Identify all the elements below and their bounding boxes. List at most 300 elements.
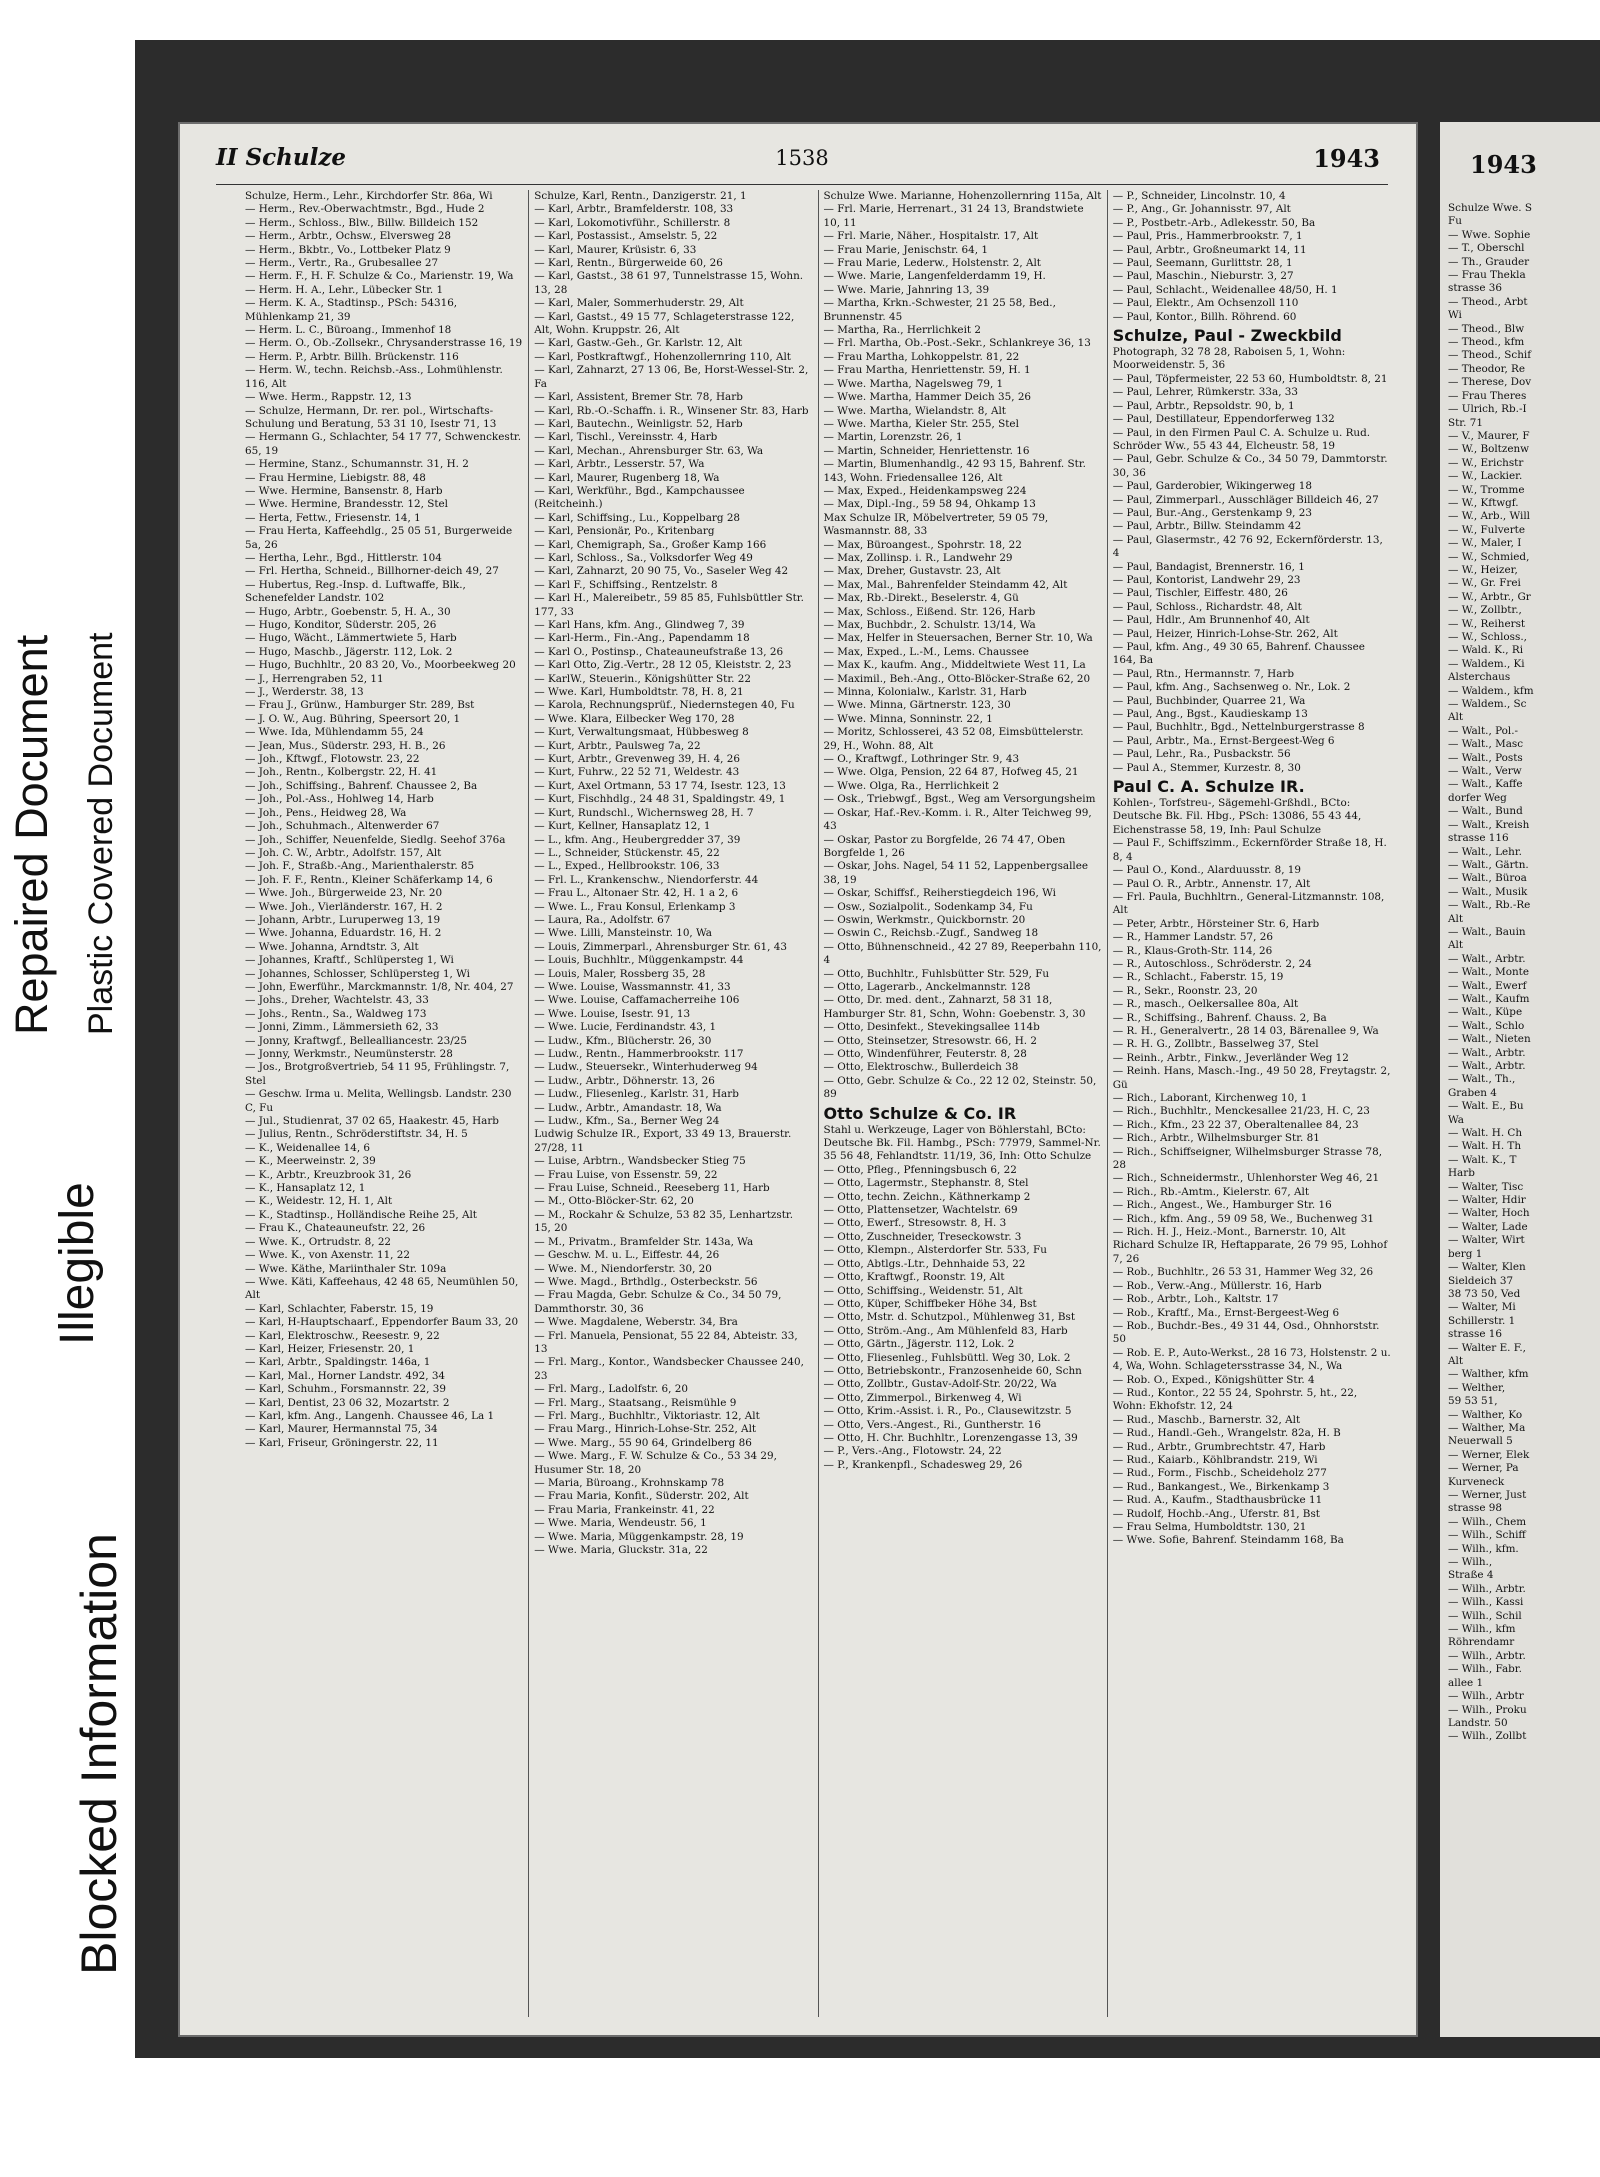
- directory-entry: — Oswin, Werkmstr., Quickbornstr. 20: [823, 913, 1026, 926]
- directory-entry: — Wwe. Marg., F. W. Schulze & Co., 53 34 29, Husumer Str. 18, 20: [534, 1450, 777, 1476]
- directory-entry: — Otto, Lagerarb., Anckelmannstr. 128: [823, 980, 1031, 993]
- directory-entry: — Paul, Arbtr., Billw. Steindamm 42: [1112, 520, 1302, 533]
- directory-entry: — Frl. Marg., Kontor., Wandsbecker Chaussee 240, 23: [534, 1356, 804, 1382]
- directory-entry: — Paul, kfm. Ang., 49 30 65, Bahrenf. Chaussee 164, Ba: [1112, 641, 1365, 667]
- directory-entry: — Rich., Angest., We., Hamburger Str. 16: [1112, 1199, 1332, 1212]
- directory-entry: — Paul, in den Firmen Paul C. A. Schulze u. Rud. Schröder Ww., 55 43 44, Elcheustr. 58, 19: [1112, 426, 1371, 452]
- directory-entry: — Rud., Maschb., Barnerstr. 32, Alt: [1112, 1413, 1301, 1426]
- facing-page-entry: — Walther, kfm: [1448, 1368, 1529, 1381]
- directory-entry: — Frau Marg., Hinrich-Lohse-Str. 252, Alt: [534, 1423, 757, 1436]
- directory-entry: — Johannes, Kraftf., Schlüpersteg 1, Wi: [245, 954, 454, 967]
- directory-entry: — Frau Martha, Lohkoppelstr. 81, 22: [823, 350, 1020, 363]
- directory-entry: — Karl, kfm. Ang., Langenh. Chaussee 46, La 1: [245, 1409, 495, 1422]
- directory-entry: — Rud., Kontor., 22 55 24, Spohrstr. 5, ht., 22, Wohn: Ekhofstr. 12, 24: [1112, 1386, 1358, 1413]
- facing-page-entry: allee 1: [1448, 1676, 1484, 1689]
- directory-entry: — Max, Schloss., Eißend. Str. 126, Harb: [823, 605, 1036, 618]
- directory-entry: — Joh., Kftwgf., Flotowstr. 23, 22: [245, 753, 420, 766]
- directory-entry: — Wwe. Marg., 55 90 64, Grindelberg 86: [534, 1436, 752, 1449]
- directory-entry: — Ludw., Steuersekr., Winterhuderweg 94: [534, 1061, 758, 1074]
- directory-entry: — Joh., Schiffer, Neuenfelde, Siedlg. Seehof 376a: [245, 833, 506, 846]
- directory-entry: — Paul O., Kond., Alarduusstr. 8, 19: [1112, 864, 1302, 877]
- directory-entry: — Paul, Gebr. Schulze & Co., 34 50 79, Dammtorstr. 30, 36: [1112, 453, 1388, 479]
- directory-entry: — Louis, Buchhltr., Müggenkampstr. 44: [534, 954, 744, 967]
- directory-entry: — Wwe. Louise, Wassmannstr. 41, 33: [534, 980, 731, 993]
- directory-entry: Schulze, Paul - Zweckbild: [1112, 326, 1342, 346]
- directory-entry: — Karl F., Schiffsing., Rentzelstr. 8: [534, 578, 718, 591]
- label-plastic-covered-document: Plastic Covered Document: [82, 632, 120, 1035]
- page-number: 1538: [775, 146, 829, 170]
- directory-entry: — Frl. Hertha, Schneid., Billhorner-deich 49, 27: [245, 565, 499, 578]
- directory-entry: — Rich., Laborant, Kirchenweg 10, 1: [1112, 1092, 1308, 1104]
- directory-entry: — R., masch., Oelkersallee 80a, Alt: [1112, 998, 1299, 1011]
- directory-entry: — Wwe. Louise, Isestr. 91, 13: [534, 1007, 691, 1020]
- directory-entry: — Wwe. Marie, Langenfelderdamm 19, H.: [823, 270, 1046, 283]
- directory-entry: — Paul, Seemann, Gurlittstr. 28, 1: [1112, 257, 1293, 270]
- facing-page-entry: — Werner, Pa: [1448, 1462, 1519, 1475]
- directory-entry: — Paul F., Schiffszimm., Eckernförder Straße 18, H. 8, 4: [1112, 837, 1387, 863]
- facing-page-entry: — Walt., Pol.-: [1448, 724, 1519, 737]
- directory-entry: — Wwe. Hermine, Brandesstr. 12, Stel: [245, 498, 448, 511]
- directory-entry: — Kurt, Axel Ortmann, 53 17 74, Isestr. 123, 13: [534, 779, 786, 792]
- directory-entry: — Wwe. Marie, Jahnring 13, 39: [823, 283, 990, 296]
- facing-page-entry: — T., Oberschl: [1448, 242, 1525, 255]
- directory-entry: — Wwe. Olga, Pension, 22 64 87, Hofweg 45, 21: [823, 766, 1079, 779]
- facing-page-entry: — Walt., Lehr.: [1448, 845, 1522, 858]
- facing-page-entry: Str. 71: [1448, 416, 1483, 429]
- directory-entry: — Wwe. Minna, Sonninstr. 22, 1: [823, 712, 993, 725]
- directory-entry: — Kurt, Fischhdlg., 24 48 31, Spaldingstr. 49, 1: [534, 793, 786, 806]
- facing-page-entry: — Walt., Bauin: [1448, 925, 1526, 938]
- directory-entry: — Rich., Schneidermstr., Uhlenhorster Weg 46, 21: [1112, 1172, 1380, 1185]
- directory-entry: — Frl. Marg., Ladolfstr. 6, 20: [534, 1383, 688, 1396]
- page-header: [216, 144, 1388, 185]
- directory-entry: — Frau J., Grünw., Hamburger Str. 289, Bst: [245, 699, 475, 712]
- facing-page-entry: — Welther,: [1448, 1381, 1506, 1394]
- directory-entry: — Louis, Maler, Rossberg 35, 28: [534, 967, 706, 980]
- directory-entry: — Frl. L., Krankenschw., Niendorferstr. 44: [534, 873, 759, 886]
- facing-page-entry: — Werner, Elek: [1448, 1448, 1530, 1461]
- directory-entry: — Paul, Ang., Bgst., Kaudieskamp 13: [1112, 708, 1308, 721]
- directory-entry: Kohlen-, Torfstreu-, Sägemehl-Grßhdl., BCto: Deutsche Bk. Fil. Hbg., PSch: 13086, 55 43 44, Eichenstrasse 58, 19, Inh: Paul Schulze: [1112, 797, 1362, 836]
- directory-entry: — Rich., Kfm., 23 22 37, Oberaltenallee 84, 23: [1112, 1118, 1359, 1131]
- facing-page-entry: — Walter, Hdir: [1448, 1194, 1526, 1207]
- facing-page-entry: berg 1: [1448, 1247, 1483, 1260]
- directory-entry: — Paul, Heizer, Hinrich-Lohse-Str. 262, Alt: [1112, 627, 1338, 640]
- directory-entry: — Karl, Lokomotivführ., Schillerstr. 8: [534, 216, 731, 229]
- directory-entry: — Wwe. Käthe, Mariinthaler Str. 109a: [245, 1262, 447, 1275]
- directory-entry: — Martha, Ra., Herrlichkeit 2: [823, 324, 981, 337]
- directory-entry: — Otto, Dr. med. dent., Zahnarzt, 58 31 18, Hamburger Str. 81, Schn, Wohn: Goebenstr. 3, 30: [823, 994, 1086, 1020]
- facing-page-entry: — W., Erichstr: [1448, 456, 1524, 469]
- directory-entry: — Paul, Elektr., Am Ochsenzoll 110: [1112, 297, 1299, 310]
- directory-entry: — Wwe. Hermine, Bansenstr. 8, Harb: [245, 484, 443, 497]
- directory-entry: — Osk., Triebwgf., Bgst., Weg am Versorgungsheim: [823, 793, 1096, 806]
- directory-entry: — Rud., Kaiarb., Köhlbrandstr. 219, Wi: [1112, 1453, 1318, 1466]
- directory-entry: — Paul, Zimmerparl., Ausschläger Billdeich 46, 27: [1112, 493, 1379, 506]
- directory-entry: — Paul, kfm. Ang., Sachsenweg o. Nr., Lok. 2: [1112, 681, 1351, 694]
- directory-entry: — K., Weidestr. 12, H. 1, Alt: [245, 1195, 393, 1208]
- facing-page-entry: Graben 4: [1448, 1086, 1497, 1099]
- directory-entry: — Otto, Windenführer, Feuterstr. 8, 28: [823, 1048, 1027, 1060]
- directory-entry: — Frau K., Chateauneufstr. 22, 26: [245, 1222, 426, 1235]
- directory-entry: — Ludw., Arbtr., Amandastr. 18, Wa: [534, 1101, 722, 1114]
- directory-entry: — Moritz, Schlosserei, 43 52 08, Eimsbüttelerstr. 29, H., Wohn. 88, Alt: [823, 726, 1084, 752]
- directory-entry: — Rich., Schiffseigner, Wilhelmsburger Strasse 78, 28: [1112, 1145, 1383, 1172]
- directory-entry: — Paul, Rtn., Hermannstr. 7, Harb: [1112, 667, 1295, 680]
- directory-entry: — P., Vers.-Ang., Flotowstr. 24, 22: [823, 1445, 1002, 1458]
- facing-page-entry: Harb: [1448, 1167, 1475, 1180]
- facing-page-entry: — Wilh., Fabr.: [1448, 1663, 1522, 1676]
- facing-page-entry: Fu: [1448, 215, 1462, 228]
- directory-entry: — Wwe. Käti, Kaffeehaus, 42 48 65, Neumühlen 50, Alt: [245, 1275, 519, 1302]
- facing-page-entry: — Wilh., Zollbt: [1448, 1730, 1527, 1743]
- directory-entry: — P., Schneider, Lincolnstr. 10, 4: [1112, 190, 1286, 202]
- facing-page-entry: — Waldem., Sc: [1448, 698, 1527, 711]
- directory-column-1: [240, 190, 528, 2017]
- directory-entry: — Frl. Marie, Näher., Hospitalstr. 17, Alt: [823, 230, 1039, 243]
- directory-entry: — P., Ang., Gr. Johannisstr. 97, Alt: [1112, 203, 1291, 216]
- directory-entry: — Herm., Rev.-Oberwachtmstr., Bgd., Hude 2: [245, 203, 485, 216]
- directory-entry: — Paul, Bandagist, Brennerstr. 16, 1: [1112, 560, 1305, 573]
- facing-page-entry: — Walter, Hoch: [1448, 1207, 1530, 1220]
- directory-entry: — K., Arbtr., Kreuzbrook 31, 26: [245, 1168, 412, 1181]
- directory-entry: — KarlW., Steuerin., Königshütter Str. 22: [534, 672, 751, 685]
- directory-entry: — Geschw. M. u. L., Eiffestr. 44, 26: [534, 1249, 720, 1262]
- directory-entry: — Otto, Buchhltr., Fuhlsbütter Str. 529, Fu: [823, 967, 1050, 980]
- directory-entry: — Martha, Krkn.-Schwester, 21 25 58, Bed., Brunnenstr. 45: [823, 297, 1056, 323]
- facing-page-entry: Schulze Wwe. S: [1448, 202, 1533, 214]
- directory-entry: — Wwe. M., Niendorferstr. 30, 20: [534, 1262, 712, 1275]
- facing-page-column: [1448, 202, 1598, 1744]
- directory-entry: — Max, Dreher, Gustavstr. 23, Alt: [823, 565, 1001, 578]
- directory-column-2: [528, 190, 817, 2017]
- directory-entry: — Geschw. Irma u. Melita, Wellingsb. Landstr. 230 C, Fu: [245, 1088, 512, 1114]
- directory-entry: Schulze Wwe. Marianne, Hohenzollernring 115a, Alt: [823, 190, 1102, 202]
- facing-page-entry: — Werner, Just: [1448, 1489, 1527, 1501]
- facing-page-entry: strasse 16: [1448, 1328, 1503, 1341]
- directory-entry: Schulze, Karl, Rentn., Danzigerstr. 21, 1: [534, 190, 747, 202]
- facing-page-entry: — Wilh., Arbtr: [1448, 1690, 1524, 1703]
- facing-page-entry: Röhrendamr: [1448, 1636, 1515, 1649]
- facing-page-entry: Alt: [1448, 912, 1464, 925]
- directory-entry: — Wwe. L., Frau Konsul, Erlenkamp 3: [534, 900, 736, 913]
- directory-entry: — Rud. A., Kaufm., Stadthausbrücke 11: [1112, 1494, 1323, 1507]
- directory-entry: — Herm. K. A., Stadtinsp., PSch: 54316, Mühlenkamp 21, 39: [245, 297, 458, 323]
- facing-page-entry: — Walt., Arbtr.: [1448, 1046, 1526, 1059]
- directory-entry: — Joh., Rentn., Kolbergstr. 22, H. 41: [245, 766, 438, 779]
- directory-entry: — Wwe. Joh., Bürgerweide 23, Nr. 20: [245, 887, 443, 900]
- facing-page-entry: — Walt., Kaufm: [1448, 992, 1530, 1005]
- directory-entry: — R., Schlacht., Faberstr. 15, 19: [1112, 971, 1284, 984]
- facing-page-entry: — W., Arbtr., Gr: [1448, 590, 1531, 603]
- directory-entry: — Frau Hermine, Liebigstr. 88, 48: [245, 471, 426, 484]
- directory-entry: — Otto, Vers.-Angest., Ri., Guntherstr. 16: [823, 1418, 1042, 1431]
- directory-entry: — Kurt, Arbtr., Paulsweg 7a, 22: [534, 739, 701, 752]
- directory-entry: — Karl, Zahnarzt, 20 90 75, Vo., Saseler Weg 42: [534, 565, 789, 578]
- directory-entry: — Paul, Buchhltr., Bgd., Nettelnburgerstrasse 8: [1112, 721, 1365, 734]
- directory-entry: — Karl, Mechan., Ahrensburger Str. 63, Wa: [534, 444, 764, 457]
- directory-entry: — Johann, Arbtr., Luruperweg 13, 19: [245, 913, 441, 926]
- directory-entry: — Otto, Plattensetzer, Wachtelstr. 69: [823, 1204, 1018, 1217]
- directory-entry: — Paul, Glasermstr., 42 76 92, Eckernförderstr. 13, 4: [1112, 533, 1383, 560]
- directory-entry: — Hubertus, Reg.-Insp. d. Luftwaffe, Blk., Schenefelder Landstr. 102: [245, 578, 466, 605]
- facing-page-entry: Schillerstr. 1: [1448, 1314, 1516, 1327]
- directory-entry: — Paul, Lehrer, Rümkerstr. 33a, 33: [1112, 386, 1299, 399]
- facing-page-year: 1943: [1470, 150, 1537, 179]
- directory-entry: — K., Meerweinstr. 2, 39: [245, 1155, 376, 1168]
- directory-entry: — L., kfm. Ang., Heubergredder 37, 39: [534, 833, 741, 846]
- directory-entry: — Otto, techn. Zeichn., Käthnerkamp 2: [823, 1190, 1031, 1203]
- directory-entry: Schulze, Herm., Lehr., Kirchdorfer Str. 86a, Wi: [245, 190, 493, 202]
- directory-entry: — Frl. Marg., Staatsang., Reismühle 9: [534, 1396, 737, 1409]
- directory-entry: — Rob., Arbtr., Loh., Kaltstr. 17: [1112, 1293, 1279, 1306]
- directory-entry: — Frau Marie, Jenischstr. 64, 1: [823, 243, 988, 256]
- facing-page-entry: — Walt., Kreish: [1448, 818, 1530, 831]
- directory-entry: — Rob., Verw.-Ang., Müllerstr. 16, Harb: [1112, 1279, 1322, 1292]
- directory-entry: — Schulze, Hermann, Dr. rer. pol., Wirtschafts-Schulung und Beratung, 53 31 10, Isestr 71, 13: [245, 404, 497, 430]
- directory-entry: — Joh., Pens., Heidweg 28, Wa: [245, 806, 407, 819]
- directory-entry: — Frau L., Altonaer Str. 42, H. 1 a 2, 6: [534, 887, 739, 900]
- directory-entry: — Oskar, Haf.-Rev.-Komm. i. R., Alter Teichweg 99, 43: [823, 806, 1092, 833]
- directory-entry: — Karl, Elektroschw., Reesestr. 9, 22: [245, 1329, 440, 1342]
- directory-entry: — Wwe. Minna, Gärtnerstr. 123, 30: [823, 699, 1011, 712]
- directory-entry: — Hugo, Maschb., Jägerstr. 112, Lok. 2: [245, 645, 453, 658]
- directory-entry: — Karl, Tischl., Vereinsstr. 4, Harb: [534, 431, 718, 444]
- facing-page-entry: — Walt., Rb.-Re: [1448, 899, 1531, 912]
- directory-entry: — Hertha, Lehr., Bgd., Hittlerstr. 104: [245, 551, 442, 564]
- directory-entry: — Paul, Arbtr., Repsoldstr. 90, b, 1: [1112, 399, 1295, 412]
- directory-entry: — Jean, Mus., Süderstr. 293, H. B., 26: [245, 739, 446, 752]
- directory-entry: — Louis, Zimmerparl., Ahrensburger Str. 61, 43: [534, 940, 787, 953]
- facing-page-entry: Kurveneck: [1448, 1475, 1505, 1488]
- directory-entry: — Martin, Blumenhandlg., 42 93 15, Bahrenf. Str. 143, Wohn. Friedensallee 126, Alt: [823, 458, 1086, 484]
- directory-entry: — Kurt, Arbtr., Grevenweg 39, H. 4, 26: [534, 753, 741, 766]
- directory-entry: — Otto, Zuschneider, Treseckowstr. 3: [823, 1230, 1022, 1243]
- directory-entry: Ludwig Schulze IR., Export, 33 49 13, Brauerstr. 27/28, 11: [534, 1128, 792, 1154]
- facing-page-entry: — Waldem., kfm: [1448, 684, 1534, 697]
- directory-entry: — Otto, Steinsetzer, Stresowstr. 66, H. 2: [823, 1034, 1038, 1047]
- facing-page-entry: Alsterchaus: [1448, 671, 1511, 684]
- directory-entry: — John, Ewerführ., Marckmannstr. 1/8, Nr. 404, 27: [245, 980, 514, 993]
- directory-entry: — Otto, Abtlgs.-Ltr., Dehnhaide 53, 22: [823, 1257, 1026, 1270]
- directory-entry: — Paul, Hdlr., Am Brunnenhof 40, Alt: [1112, 614, 1310, 627]
- facing-page-entry: — V., Maurer, F: [1448, 429, 1530, 442]
- directory-entry: — Hugo, Buchhltr., 20 83 20, Vo., Moorbeekweg 20: [245, 659, 516, 672]
- facing-page-entry: — Walt., Masc: [1448, 738, 1524, 751]
- directory-entry: — Karl, Chemigraph, Sa., Großer Kamp 166: [534, 538, 767, 551]
- directory-entry: — Herm. P., Arbtr. Billh. Brückenstr. 116: [245, 350, 459, 363]
- directory-entry: — Herm. W., techn. Reichsb.-Ass., Lohmühlenstr. 116, Alt: [245, 364, 503, 390]
- facing-page-entry: — Walt., Nieten: [1448, 1033, 1531, 1046]
- facing-page-entry: — Walt., Büroa: [1448, 872, 1527, 885]
- directory-entry: — Frau Maria, Frankeinstr. 41, 22: [534, 1503, 715, 1516]
- directory-entry: — Karl, Gastw.-Geh., Gr. Karlstr. 12, Alt: [534, 337, 743, 350]
- directory-entry: — Hugo, Wächt., Lämmertwiete 5, Harb: [245, 632, 457, 645]
- directory-entry: — Rud., Bankangest., We., Birkenkamp 3: [1112, 1480, 1330, 1493]
- directory-entry: — Kurt, Verwaltungsmaat, Hübbesweg 8: [534, 726, 749, 739]
- facing-page-entry: — Walter, Klen: [1448, 1261, 1526, 1274]
- directory-entry: — Ludw., Kfm., Blücherstr. 26, 30: [534, 1034, 712, 1047]
- directory-entry: — Otto, Betriebskontr., Franzosenheide 60, Schn: [823, 1364, 1082, 1377]
- directory-entry: — Max, Exped., L.-M., Lems. Chaussee: [823, 645, 1029, 658]
- directory-entry: — Frl. Martha, Ob.-Post.-Sekr., Schlankreye 36, 13: [823, 337, 1091, 350]
- directory-entry: — Kurt, Kellner, Hansaplatz 12, 1: [534, 820, 711, 833]
- running-head: II Schulze: [216, 144, 347, 171]
- page-year: 1943: [1313, 144, 1380, 173]
- facing-page-entry: — W., Reiherst: [1448, 617, 1526, 630]
- facing-page-entry: — W., Tromme: [1448, 483, 1525, 496]
- facing-page-entry: — Wilh.,: [1448, 1556, 1493, 1569]
- directory-entry: — Karl, H-Hauptschaarf., Eppendorfer Baum 33, 20: [245, 1316, 519, 1329]
- directory-entry: — Karl, Zahnarzt, 27 13 06, Be, Horst-Wessel-Str. 2, Fa: [534, 364, 809, 390]
- facing-page-entry: — W., Schloss.,: [1448, 631, 1527, 643]
- directory-entry: — Frau Selma, Humboldtstr. 130, 21: [1112, 1521, 1307, 1533]
- directory-entry: — Karl, Arbtr., Bramfelderstr. 108, 33: [534, 203, 734, 216]
- directory-entry: — R. H., Generalvertr., 28 14 03, Bärenallee 9, Wa: [1112, 1024, 1379, 1037]
- directory-page: [178, 122, 1418, 2037]
- directory-entry: — Otto, Gebr. Schulze & Co., 22 12 02, Steinstr. 50, 89: [823, 1074, 1097, 1101]
- directory-entry: — Oskar, Pastor zu Borgfelde, 26 74 47, Oben Borgfelde 1, 26: [823, 833, 1066, 859]
- facing-page-entry: — Th., Grauder: [1448, 255, 1530, 268]
- facing-page-entry: — Walther, Ko: [1448, 1408, 1523, 1421]
- directory-entry: — Frau Luise, von Essenstr. 59, 22: [534, 1168, 718, 1181]
- directory-entry: — Jul., Studienrat, 37 02 65, Haakestr. 45, Harb: [245, 1115, 499, 1128]
- facing-page-entry: — W., Schmied,: [1448, 550, 1530, 563]
- directory-entry: — R., Sekr., Roonstr. 23, 20: [1112, 984, 1258, 997]
- directory-entry: — Rud., Form., Fischb., Scheideholz 277: [1112, 1467, 1327, 1480]
- facing-page-entry: — Walt., Schlo: [1448, 1019, 1525, 1032]
- directory-entry: — Rud., Handl.-Geh., Wrangelstr. 82a, H. B: [1112, 1427, 1341, 1440]
- directory-entry: — Wwe. K., Ortrudstr. 8, 22: [245, 1235, 392, 1248]
- facing-page-entry: — Wilh., kfm.: [1448, 1542, 1519, 1555]
- directory-entry: — Otto, Fliesenleg., Fuhlsbüttl. Weg 30, Lok. 2: [823, 1351, 1071, 1364]
- directory-entry: — Herm., Arbtr., Ochsw., Elversweg 28: [245, 230, 452, 243]
- directory-entry: — Otto, Lagermstr., Stephanstr. 8, Stel: [823, 1177, 1029, 1190]
- facing-page-entry: Landstr. 50: [1448, 1716, 1508, 1729]
- directory-entry: — Karl, Schlachter, Faberstr. 15, 19: [245, 1302, 434, 1315]
- directory-entry: — Karl, Rentn., Bürgerweide 60, 26: [534, 257, 723, 270]
- facing-page-entry: — Walt., Küpe: [1448, 1006, 1523, 1019]
- directory-entry: — Hermine, Stanz., Schumannstr. 31, H. 2: [245, 458, 469, 471]
- directory-entry: — Paul, Töpfermeister, 22 53 60, Humboldtstr. 8, 21: [1112, 372, 1388, 385]
- facing-page-entry: Wa: [1448, 1113, 1464, 1126]
- directory-entry: — Max, Helfer in Steuersachen, Berner Str. 10, Wa: [823, 632, 1093, 645]
- directory-entry: — Rud., Arbtr., Grumbrechtstr. 47, Harb: [1112, 1440, 1326, 1453]
- directory-entry: — Paul, Pris., Hammerbrookstr. 7, 1: [1112, 230, 1303, 243]
- directory-entry: — Wwe. Olga, Ra., Herrlichkeit 2: [823, 779, 1000, 792]
- directory-entry: — M., Rockahr & Schulze, 53 82 35, Lenhartzstr. 15, 20: [534, 1208, 794, 1235]
- directory-entry: — J. O. W., Aug. Bühring, Speersort 20, 1: [245, 712, 461, 725]
- label-blocked-information: Blocked Information: [71, 1533, 127, 1975]
- directory-entry: — Paul, Maschin., Nieburstr. 3, 27: [1112, 270, 1294, 283]
- directory-entry: — Luise, Arbtrn., Wandsbecker Stieg 75: [534, 1155, 746, 1168]
- directory-entry: — Wwe. Martha, Wielandstr. 8, Alt: [823, 404, 1006, 417]
- directory-entry: — Paul A., Stemmer, Kurzestr. 8, 30: [1112, 761, 1301, 774]
- facing-page-entry: — Wilh., Schil: [1448, 1609, 1522, 1622]
- directory-entry: — R., Hammer Landstr. 57, 26: [1112, 931, 1273, 944]
- directory-entry: — Karl, Dentist, 23 06 32, Mozartstr. 2: [245, 1396, 450, 1409]
- facing-page-entry: — W., Boltzenw: [1448, 443, 1530, 456]
- directory-entry: — R. H. G., Zollbtr., Basselweg 37, Stel: [1112, 1038, 1319, 1051]
- directory-entry: — Karl, Schiffsing., Lu., Koppelbarg 28: [534, 511, 741, 524]
- directory-entry: — Wwe. Maria, Müggenkampstr. 28, 19: [534, 1530, 744, 1543]
- directory-entry: — M., Privatm., Bramfelder Str. 143a, Wa: [534, 1235, 754, 1248]
- facing-page-entry: Alt: [1448, 939, 1464, 952]
- facing-page-entry: Straße 4: [1448, 1569, 1494, 1582]
- directory-entry: — Max, Büroangest., Spohrstr. 18, 22: [823, 538, 1022, 551]
- facing-page-entry: strasse 98: [1448, 1502, 1503, 1515]
- directory-entry: — Joh. C. W., Arbtr., Adolfstr. 157, Alt: [245, 846, 442, 859]
- directory-entry: — Herm., Vertr., Ra., Grubesallee 27: [245, 257, 439, 270]
- directory-entry: — O., Kraftwgf., Lothringer Str. 9, 43: [823, 753, 1020, 766]
- directory-entry: — Herta, Fettw., Friesenstr. 14, 1: [245, 511, 421, 524]
- directory-entry: — K., Hansaplatz 12, 1: [245, 1182, 366, 1195]
- facing-page-entry: — W., Fulverte: [1448, 523, 1525, 536]
- facing-page-entry: — Wilh., Schiff: [1448, 1529, 1526, 1542]
- directory-entry: — L., Exped., Hellbrookstr. 106, 33: [534, 860, 720, 873]
- facing-page-entry: — Walt., Th.,: [1448, 1073, 1516, 1086]
- facing-page-entry: — Walt. K., T: [1448, 1153, 1517, 1166]
- directory-entry: — Frl. Marg., Buchhltr., Viktoriastr. 12, Alt: [534, 1409, 760, 1422]
- directory-entry: — Oskar, Schiffsf., Reiherstiegdeich 196, Wi: [823, 887, 1056, 900]
- directory-entry: — Max, Zollinsp. i. R., Landwehr 29: [823, 551, 1013, 564]
- facing-page-entry: — Walt., Posts: [1448, 751, 1523, 764]
- facing-page-entry: — W., Arb., Will: [1448, 510, 1530, 523]
- directory-entry: — Otto, Ewerf., Stresowstr. 8, H. 3: [823, 1217, 1007, 1230]
- directory-entry: Otto Schulze & Co. IR: [823, 1103, 1017, 1123]
- directory-column-4: [1107, 190, 1396, 2017]
- directory-entry: — Rob. E. P., Auto-Werkst., 28 16 73, Holstenstr. 2 u. 4, Wa, Wohn. Schlagetersstrasse 34, N., Wa: [1112, 1346, 1391, 1373]
- directory-entry: — R., Klaus-Groth-Str. 114, 26: [1112, 944, 1273, 957]
- directory-entry: — Otto, Bühnenschneid., 42 27 89, Reeperbahn 110, 4: [823, 940, 1102, 967]
- directory-entry: — Wwe. Karl, Humboldtstr. 78, H. 8, 21: [534, 686, 744, 699]
- directory-entry: — Wwe. Louise, Caffamacherreihe 106: [534, 994, 740, 1007]
- directory-entry: — Rich., kfm. Ang., 59 09 58, We., Buchenweg 31: [1112, 1212, 1375, 1225]
- directory-entry: — Paul, Tischler, Eiffestr. 480, 26: [1112, 587, 1288, 600]
- directory-entry: — P., Krankenpfl., Schadesweg 29, 26: [823, 1458, 1023, 1471]
- directory-entry: — Ludw., Rentn., Hammerbrookstr. 117: [534, 1048, 744, 1060]
- directory-entry: — Johannes, Schlosser, Schlüpersteg 1, Wi: [245, 967, 470, 980]
- facing-page-entry: — Wald. K., Ri: [1448, 644, 1524, 657]
- directory-entry: — Rob. O., Exped., Königshütter Str. 4: [1112, 1373, 1315, 1386]
- directory-entry: — Martin, Schneider, Henriettenstr. 16: [823, 444, 1030, 457]
- directory-entry: — Karl, Maler, Sommerhuderstr. 29, Alt: [534, 297, 744, 310]
- directory-entry: — Wwe. Lilli, Mansteinstr. 10, Wa: [534, 927, 713, 940]
- facing-page-entry: — Walt., Verw: [1448, 765, 1522, 778]
- facing-page-entry: — Walt., Ewerf: [1448, 979, 1527, 992]
- facing-page-entry: — Walt., Gärtn.: [1448, 858, 1529, 871]
- directory-entry: — Frl. Paula, Buchhltrn., General-Litzmannstr. 108, Alt: [1112, 890, 1385, 917]
- directory-entry: — J., Herrengraben 52, 11: [245, 672, 384, 685]
- directory-entry: Stahl u. Werkzeuge, Lager von Böhlerstahl, BCto: Deutsche Bk. Fil. Hambg., PSch: 77979, Sammel-Nr. 35 56 48, Fehlandtstr. 11/19, 36, Inh: Otto Schulze: [823, 1123, 1101, 1163]
- directory-entry: — Jonny, Werkmstr., Neumünsterstr. 28: [245, 1048, 453, 1060]
- directory-entry: — Karl, Arbtr., Spaldingstr. 146a, 1: [245, 1356, 431, 1369]
- directory-entry: — Paul, Destillateur, Eppendorferweg 132: [1112, 413, 1335, 426]
- directory-entry: — Joh. F., Straßb.-Ang., Marienthalerstr. 85: [245, 860, 475, 873]
- facing-page-entry: — Walter, Tisc: [1448, 1180, 1524, 1193]
- directory-entry: — Kurt, Fuhrw., 22 52 71, Weldestr. 43: [534, 766, 740, 779]
- facing-page-entry: — W., Gr. Frei: [1448, 577, 1521, 590]
- directory-entry: — Kurt, Rundschl., Wichernsweg 28, H. 7: [534, 806, 754, 819]
- directory-entry: — Oswin C., Reichsb.-Zugf., Sandweg 18: [823, 927, 1039, 940]
- directory-entry: — Karl Hans, kfm. Ang., Glindweg 7, 39: [534, 619, 745, 631]
- directory-entry: — M., Otto-Blöcker-Str. 62, 20: [534, 1195, 694, 1208]
- directory-entry: — Max, Buchbdr., 2. Schulstr. 13/14, Wa: [823, 619, 1036, 631]
- directory-entry: — Otto, Küper, Schiffbeker Höhe 34, Bst: [823, 1297, 1037, 1310]
- directory-entry: — Wwe. Lucie, Ferdinandstr. 43, 1: [534, 1021, 717, 1034]
- directory-entry: — Herm., Schloss., Blw., Billw. Billdeich 152: [245, 216, 479, 229]
- facing-page-entry: — Wilh., Chem: [1448, 1515, 1527, 1528]
